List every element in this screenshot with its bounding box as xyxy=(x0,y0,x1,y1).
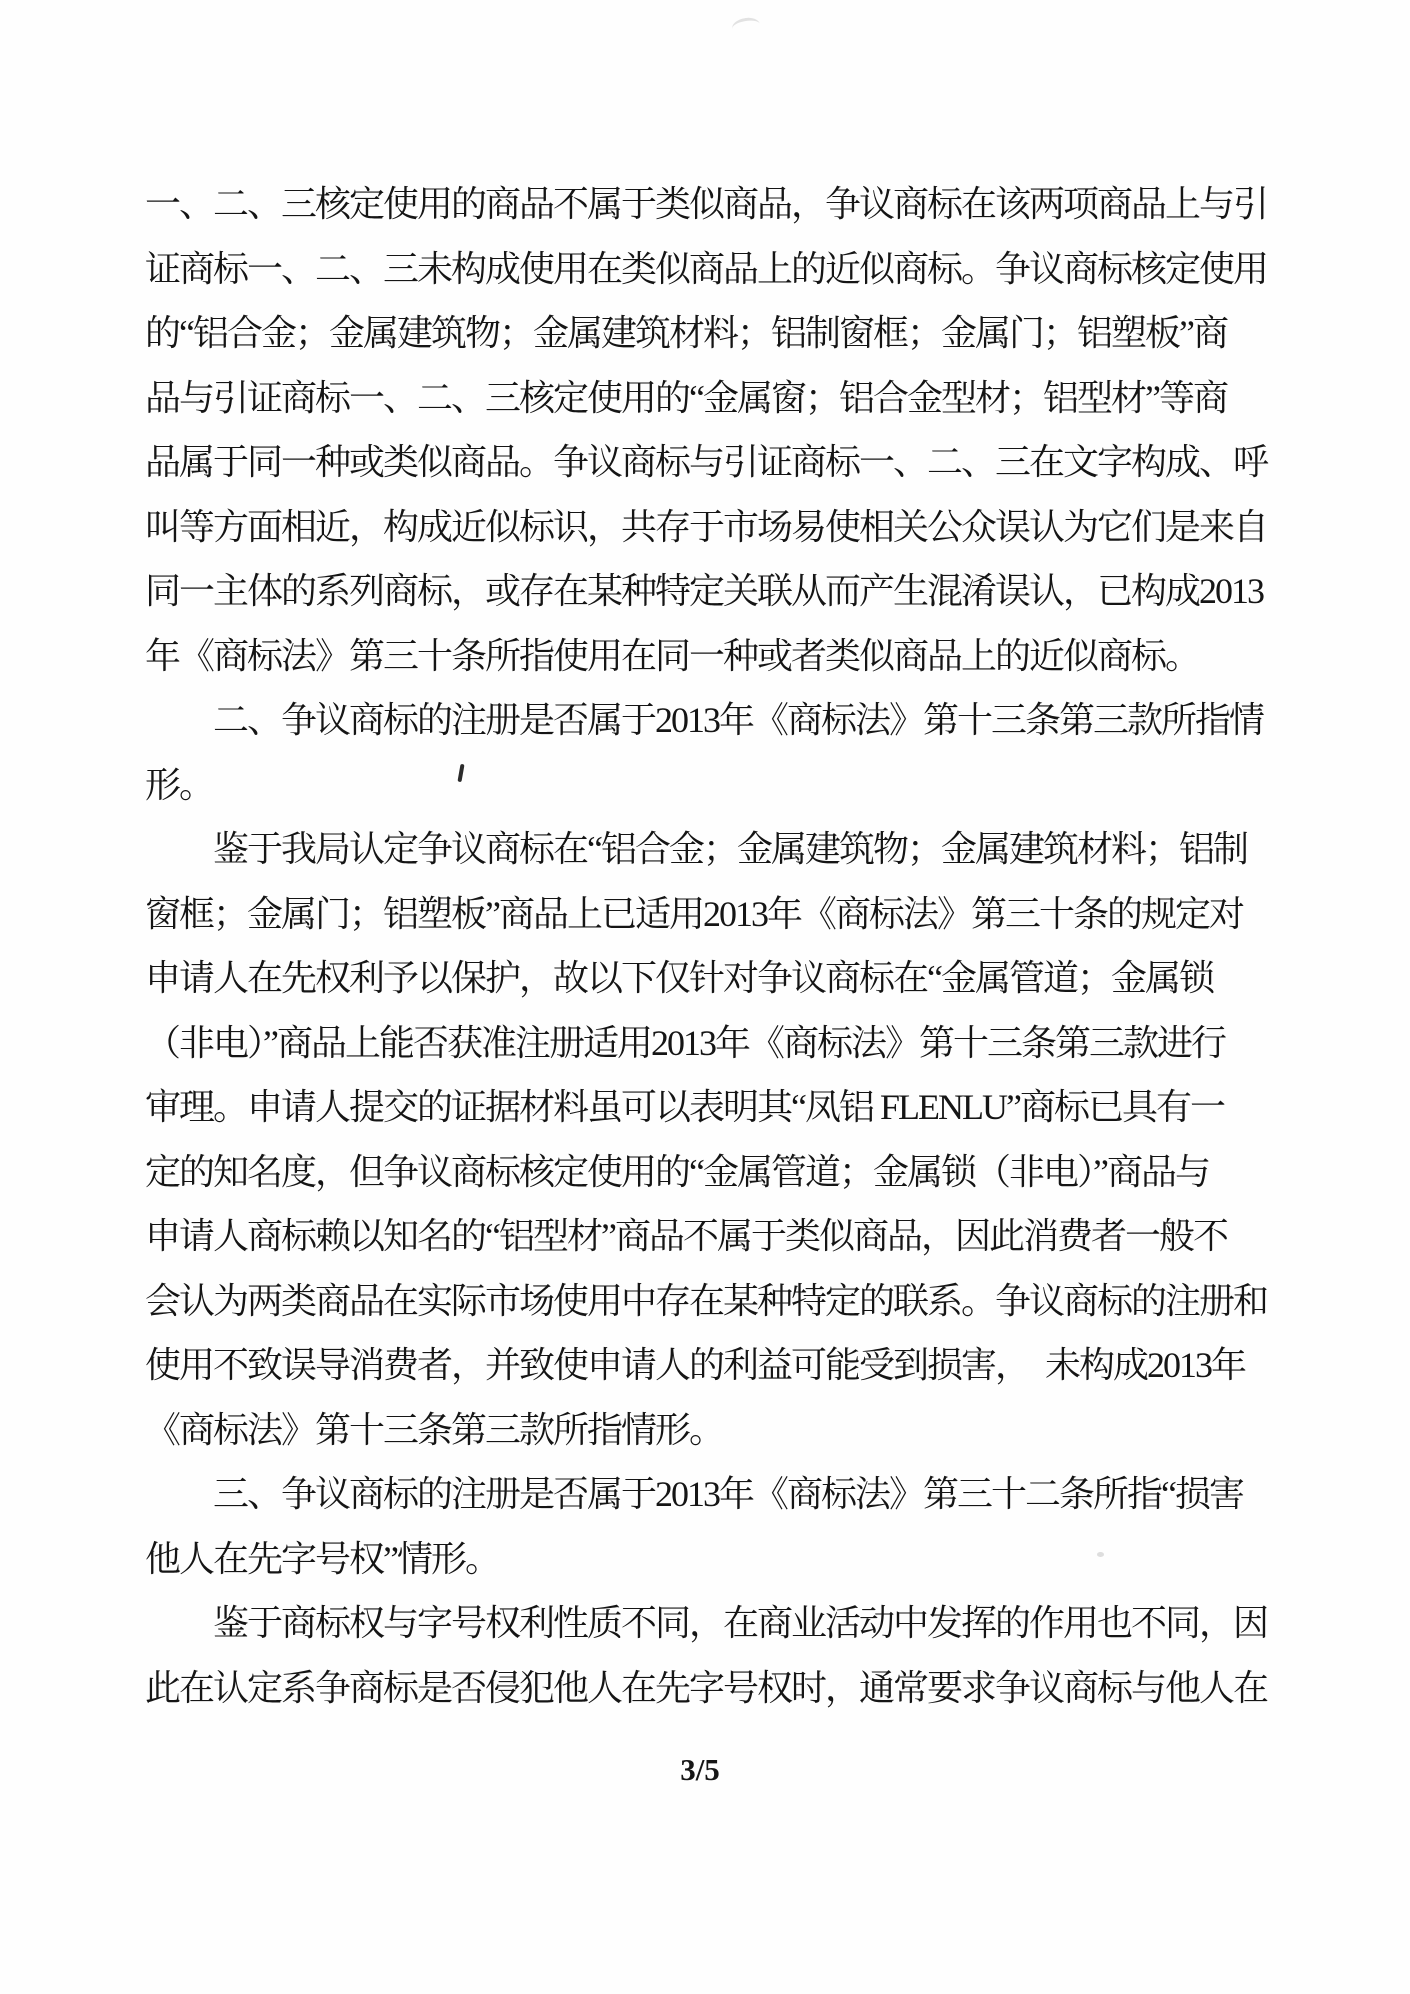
text-line: 申请人在先权利予以保护，故以下仅针对争议商标在“金属管道；金属锁 xyxy=(145,958,1213,998)
text-line: 审理。申请人提交的证据材料虽可以表明其“凤铝 FLENLU”商标已具有一 xyxy=(145,1087,1224,1127)
text-line: 年《商标法》第三十条所指使用在同一种或者类似商品上的近似商标。 xyxy=(145,635,1200,676)
text-line: 三、争议商标的注册是否属于2013年《商标法》第三十二条所指“损害 xyxy=(213,1474,1243,1514)
text-line: 会认为两类商品在实际市场使用中存在某种特定的联系。争议商标的注册和 xyxy=(145,1280,1268,1321)
text-line: 此在认定系争商标是否侵犯他人在先字号权时，通常要求争议商标与他人在 xyxy=(145,1667,1268,1708)
text-line: 品属于同一种或类似商品。争议商标与引证商标一、二、三在文字构成、呼 xyxy=(145,442,1268,482)
text-line: 《商标法》第十三条第三款所指情形。 xyxy=(145,1409,724,1450)
scan-artifact-top xyxy=(731,16,762,38)
text-line: 同一主体的系列商标，或存在某种特定关联从而产生混淆误认，已构成2013 xyxy=(145,571,1264,611)
page-number: 3/5 xyxy=(680,1752,720,1787)
scan-artifact-dot xyxy=(1097,1552,1104,1557)
text-line: （非电）”商品上能否获准注册适用2013年《商标法》第十三条第三款进行 xyxy=(145,1022,1225,1063)
text-line: 窗框；金属门；铝塑板”商品上已适用2013年《商标法》第三十条的规定对 xyxy=(145,893,1243,934)
text-line: 形。 xyxy=(145,764,214,805)
text-line: 证商标一、二、三未构成使用在类似商品上的近似商标。争议商标核定使用 xyxy=(145,248,1268,289)
text-line: 的“铝合金；金属建筑物；金属建筑材料；铝制窗框；金属门；铝塑板”商 xyxy=(145,313,1227,353)
text-line: 品与引证商标一、二、三核定使用的“金属窗；铝合金型材；铝型材”等商 xyxy=(145,377,1227,418)
text-line: 他人在先字号权”情形。 xyxy=(145,1538,499,1579)
text-line: 叫等方面相近，构成近似标识，共存于市场易使相关公众误认为它们是来自 xyxy=(145,506,1268,547)
text-line: 定的知名度，但争议商标核定使用的“金属管道；金属锁（非电）”商品与 xyxy=(145,1151,1209,1192)
text-line: 申请人商标赖以知名的“铝型材”商品不属于类似商品，因此消费者一般不 xyxy=(145,1216,1227,1256)
document-body xyxy=(145,172,1275,1720)
text-line: 鉴于商标权与字号权利性质不同，在商业活动中发挥的作用也不同，因 xyxy=(213,1603,1268,1643)
text-line: 鉴于我局认定争议商标在“铝合金；金属建筑物；金属建筑材料；铝制 xyxy=(213,829,1247,869)
text-line: 使用不致误导消费者，并致使申请人的利益可能受到损害， 未构成2013年 xyxy=(145,1345,1246,1385)
text-line: 二、争议商标的注册是否属于2013年《商标法》第十三条第三款所指情 xyxy=(213,700,1264,740)
text-line: 一、二、三核定使用的商品不属于类似商品，争议商标在该两项商品上与引 xyxy=(145,184,1268,224)
